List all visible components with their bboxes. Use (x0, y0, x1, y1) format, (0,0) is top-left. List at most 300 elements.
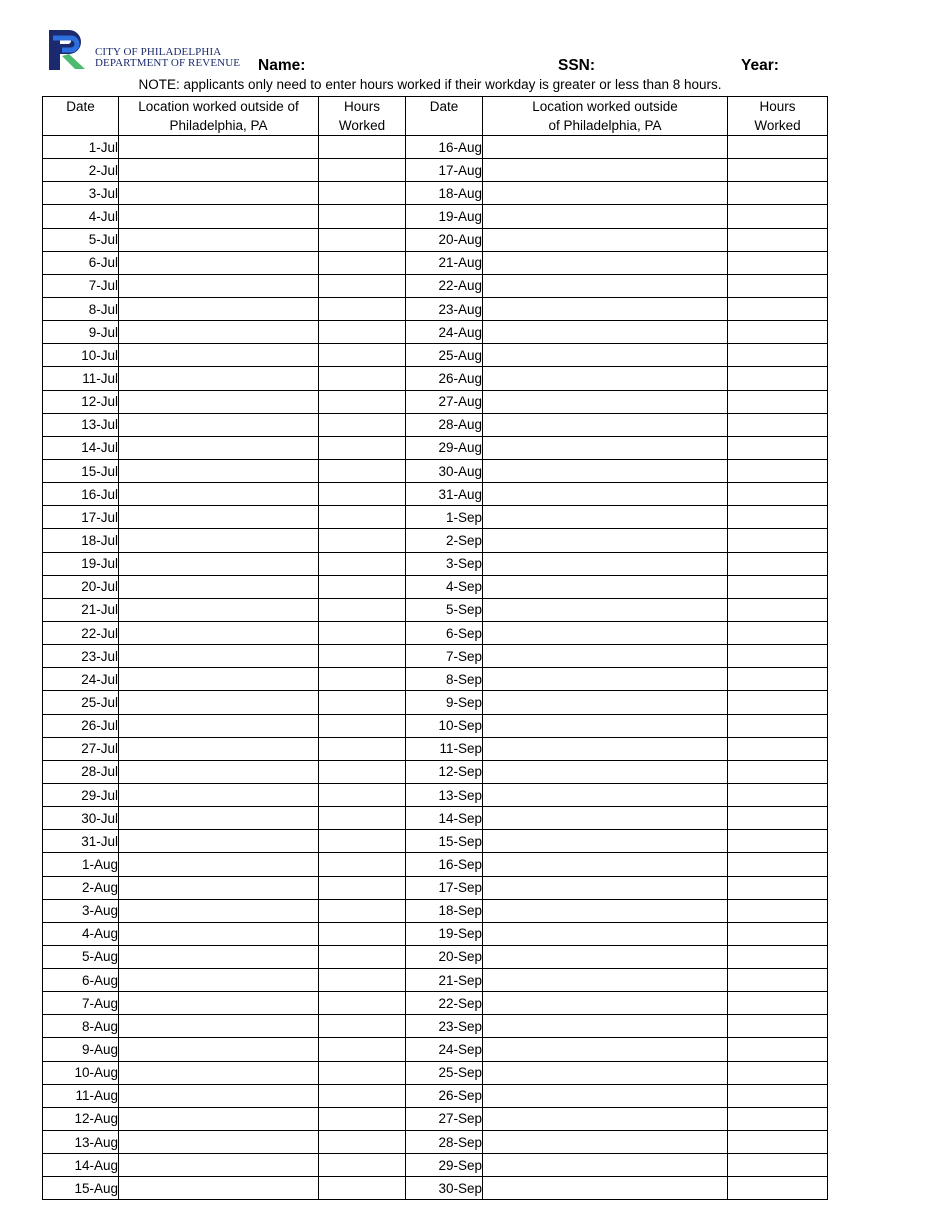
hours-cell-right[interactable] (728, 575, 828, 598)
hours-log-table (42, 96, 828, 1200)
hours-cell-right[interactable] (728, 344, 828, 367)
location-cell-right[interactable] (483, 922, 728, 945)
date-cell-left: 12-Jul (43, 390, 119, 413)
location-cell-right[interactable] (483, 436, 728, 459)
date-cell-left: 9-Jul (43, 321, 119, 344)
location-cell-left[interactable] (119, 506, 319, 529)
table-row (43, 575, 828, 598)
hours-cell-left[interactable] (319, 1038, 406, 1061)
location-cell-left[interactable] (119, 182, 319, 205)
date-cell-left: 13-Aug (43, 1131, 119, 1154)
location-cell-right[interactable] (483, 367, 728, 390)
location-cell-left[interactable] (119, 1131, 319, 1154)
location-cell-left[interactable] (119, 598, 319, 621)
hours-cell-right[interactable] (728, 182, 828, 205)
location-cell-right[interactable] (483, 228, 728, 251)
location-cell-right[interactable] (483, 1084, 728, 1107)
date-cell-right: 20-Sep (406, 945, 483, 968)
date-cell-right: 19-Sep (406, 922, 483, 945)
hours-cell-left[interactable] (319, 182, 406, 205)
hours-cell-right[interactable] (728, 760, 828, 783)
hours-cell-left[interactable] (319, 529, 406, 552)
date-cell-left: 26-Jul (43, 714, 119, 737)
table-row (43, 159, 828, 182)
location-cell-left[interactable] (119, 714, 319, 737)
hours-cell-right[interactable] (728, 1038, 828, 1061)
date-cell-left: 7-Jul (43, 274, 119, 297)
date-cell-left: 14-Aug (43, 1154, 119, 1177)
date-cell-right: 17-Sep (406, 876, 483, 899)
date-cell-left: 13-Jul (43, 413, 119, 436)
date-cell-right: 17-Aug (406, 159, 483, 182)
date-cell-left: 23-Jul (43, 645, 119, 668)
hours-cell-left[interactable] (319, 1015, 406, 1038)
location-cell-right[interactable] (483, 714, 728, 737)
location-cell-right[interactable] (483, 205, 728, 228)
hours-cell-left[interactable] (319, 853, 406, 876)
table-row (43, 830, 828, 853)
table-row (43, 1015, 828, 1038)
date-cell-left: 8-Jul (43, 297, 119, 320)
location-cell-left[interactable] (119, 783, 319, 806)
hours-cell-left[interactable] (319, 668, 406, 691)
hours-cell-left[interactable] (319, 136, 406, 159)
date-cell-left: 8-Aug (43, 1015, 119, 1038)
hours-cell-left[interactable] (319, 159, 406, 182)
hours-cell-right[interactable] (728, 645, 828, 668)
hours-cell-left[interactable] (319, 945, 406, 968)
location-cell-left[interactable] (119, 136, 319, 159)
date-cell-left: 10-Jul (43, 344, 119, 367)
hours-cell-right[interactable] (728, 367, 828, 390)
date-cell-left: 6-Jul (43, 251, 119, 274)
location-cell-left[interactable] (119, 853, 319, 876)
hours-cell-left[interactable] (319, 367, 406, 390)
location-cell-left[interactable] (119, 529, 319, 552)
table-row (43, 182, 828, 205)
date-cell-right: 31-Aug (406, 483, 483, 506)
date-cell-left: 10-Aug (43, 1061, 119, 1084)
table-row (43, 1131, 828, 1154)
table-row (43, 1038, 828, 1061)
location-cell-left[interactable] (119, 552, 319, 575)
table-row (43, 274, 828, 297)
location-cell-right[interactable] (483, 159, 728, 182)
department-logo (49, 30, 249, 72)
location-cell-left[interactable] (119, 205, 319, 228)
date-cell-left: 3-Aug (43, 899, 119, 922)
date-cell-left: 19-Jul (43, 552, 119, 575)
location-cell-left[interactable] (119, 1061, 319, 1084)
hours-cell-right[interactable] (728, 714, 828, 737)
location-cell-right[interactable] (483, 575, 728, 598)
location-cell-right[interactable] (483, 413, 728, 436)
location-cell-right[interactable] (483, 969, 728, 992)
hours-cell-right[interactable] (728, 159, 828, 182)
location-cell-right[interactable] (483, 274, 728, 297)
hours-cell-left[interactable] (319, 413, 406, 436)
hours-cell-right[interactable] (728, 459, 828, 482)
location-cell-left[interactable] (119, 251, 319, 274)
location-cell-left[interactable] (119, 575, 319, 598)
location-cell-right[interactable] (483, 1177, 728, 1200)
date-cell-right: 28-Sep (406, 1131, 483, 1154)
location-cell-left[interactable] (119, 830, 319, 853)
location-cell-right[interactable] (483, 552, 728, 575)
location-cell-left[interactable] (119, 945, 319, 968)
hours-cell-right[interactable] (728, 1131, 828, 1154)
table-body (43, 136, 828, 1200)
table-row (43, 367, 828, 390)
hours-cell-right[interactable] (728, 1154, 828, 1177)
name-label: Name: (258, 57, 306, 74)
location-cell-left[interactable] (119, 807, 319, 830)
table-row (43, 1107, 828, 1130)
location-cell-left[interactable] (119, 344, 319, 367)
table-row (43, 899, 828, 922)
hours-cell-right[interactable] (728, 552, 828, 575)
date-cell-right: 19-Aug (406, 205, 483, 228)
date-cell-left: 14-Jul (43, 436, 119, 459)
location-cell-right[interactable] (483, 760, 728, 783)
hours-cell-left[interactable] (319, 344, 406, 367)
location-cell-left[interactable] (119, 159, 319, 182)
table-row (43, 228, 828, 251)
hours-cell-right[interactable] (728, 899, 828, 922)
date-cell-left: 17-Jul (43, 506, 119, 529)
hours-cell-right[interactable] (728, 321, 828, 344)
location-cell-right[interactable] (483, 483, 728, 506)
location-cell-right[interactable] (483, 876, 728, 899)
location-cell-left[interactable] (119, 1015, 319, 1038)
column-header-date-left: Date (43, 97, 119, 136)
location-cell-left[interactable] (119, 390, 319, 413)
location-cell-left[interactable] (119, 413, 319, 436)
table-row (43, 969, 828, 992)
hours-cell-right[interactable] (728, 413, 828, 436)
location-cell-right[interactable] (483, 598, 728, 621)
hours-cell-left[interactable] (319, 436, 406, 459)
location-cell-right[interactable] (483, 1131, 728, 1154)
hours-cell-left[interactable] (319, 205, 406, 228)
location-cell-left[interactable] (119, 483, 319, 506)
location-cell-right[interactable] (483, 1015, 728, 1038)
hours-cell-left[interactable] (319, 297, 406, 320)
instructions-note: NOTE: applicants only need to enter hours worked if their workday is greater or less than 8 hours. (138, 77, 722, 92)
date-cell-right: 16-Aug (406, 136, 483, 159)
hours-cell-left[interactable] (319, 1177, 406, 1200)
table-row (43, 876, 828, 899)
location-cell-left[interactable] (119, 228, 319, 251)
location-cell-left[interactable] (119, 459, 319, 482)
location-cell-right[interactable] (483, 297, 728, 320)
location-cell-right[interactable] (483, 1154, 728, 1177)
year-label: Year: (741, 57, 779, 74)
location-cell-right[interactable] (483, 321, 728, 344)
date-cell-right: 24-Sep (406, 1038, 483, 1061)
hours-cell-right[interactable] (728, 807, 828, 830)
location-cell-left[interactable] (119, 1177, 319, 1200)
date-cell-right: 4-Sep (406, 575, 483, 598)
date-cell-left: 5-Aug (43, 945, 119, 968)
date-cell-right: 13-Sep (406, 783, 483, 806)
location-cell-right[interactable] (483, 621, 728, 644)
hours-cell-left[interactable] (319, 1107, 406, 1130)
hours-cell-right[interactable] (728, 297, 828, 320)
hours-cell-right[interactable] (728, 969, 828, 992)
location-cell-left[interactable] (119, 274, 319, 297)
hours-cell-left[interactable] (319, 1154, 406, 1177)
date-cell-right: 3-Sep (406, 552, 483, 575)
table-row (43, 1154, 828, 1177)
hours-cell-left[interactable] (319, 691, 406, 714)
date-cell-right: 29-Aug (406, 436, 483, 459)
hours-cell-left[interactable] (319, 876, 406, 899)
location-cell-right[interactable] (483, 1038, 728, 1061)
column-header-location-right: Location worked outside of Philadelphia, PA (483, 97, 728, 136)
table-row (43, 1177, 828, 1200)
date-cell-right: 2-Sep (406, 529, 483, 552)
location-cell-right[interactable] (483, 645, 728, 668)
hours-cell-right[interactable] (728, 598, 828, 621)
location-cell-right[interactable] (483, 830, 728, 853)
hours-cell-left[interactable] (319, 251, 406, 274)
location-cell-left[interactable] (119, 367, 319, 390)
table-header-row (43, 97, 828, 136)
hours-cell-right[interactable] (728, 668, 828, 691)
location-cell-right[interactable] (483, 783, 728, 806)
location-cell-left[interactable] (119, 992, 319, 1015)
date-cell-left: 16-Jul (43, 483, 119, 506)
location-cell-right[interactable] (483, 992, 728, 1015)
location-cell-left[interactable] (119, 436, 319, 459)
date-cell-right: 18-Aug (406, 182, 483, 205)
date-cell-left: 7-Aug (43, 992, 119, 1015)
table-row (43, 321, 828, 344)
location-cell-left[interactable] (119, 876, 319, 899)
hours-cell-left[interactable] (319, 783, 406, 806)
location-cell-right[interactable] (483, 529, 728, 552)
hours-cell-left[interactable] (319, 321, 406, 344)
location-cell-left[interactable] (119, 645, 319, 668)
date-cell-left: 21-Jul (43, 598, 119, 621)
date-cell-right: 7-Sep (406, 645, 483, 668)
date-cell-right: 8-Sep (406, 668, 483, 691)
hours-cell-right[interactable] (728, 274, 828, 297)
location-cell-right[interactable] (483, 807, 728, 830)
location-cell-left[interactable] (119, 297, 319, 320)
date-cell-right: 25-Sep (406, 1061, 483, 1084)
location-cell-right[interactable] (483, 459, 728, 482)
table-row (43, 436, 828, 459)
date-cell-right: 10-Sep (406, 714, 483, 737)
location-cell-left[interactable] (119, 691, 319, 714)
date-cell-left: 22-Jul (43, 621, 119, 644)
hours-cell-right[interactable] (728, 922, 828, 945)
hours-cell-left[interactable] (319, 922, 406, 945)
date-cell-right: 5-Sep (406, 598, 483, 621)
hours-cell-right[interactable] (728, 228, 828, 251)
table-row (43, 205, 828, 228)
location-cell-right[interactable] (483, 899, 728, 922)
location-cell-left[interactable] (119, 321, 319, 344)
hours-cell-right[interactable] (728, 1084, 828, 1107)
location-cell-right[interactable] (483, 1061, 728, 1084)
hours-cell-left[interactable] (319, 645, 406, 668)
table-row (43, 760, 828, 783)
hours-cell-right[interactable] (728, 1015, 828, 1038)
hours-cell-left[interactable] (319, 483, 406, 506)
table-row (43, 621, 828, 644)
date-cell-right: 22-Aug (406, 274, 483, 297)
location-cell-right[interactable] (483, 251, 728, 274)
logo-text (95, 47, 240, 69)
location-cell-left[interactable] (119, 899, 319, 922)
date-cell-left: 25-Jul (43, 691, 119, 714)
date-cell-right: 26-Aug (406, 367, 483, 390)
table-row (43, 483, 828, 506)
date-cell-right: 21-Aug (406, 251, 483, 274)
hours-cell-right[interactable] (728, 876, 828, 899)
location-cell-right[interactable] (483, 853, 728, 876)
hours-cell-right[interactable] (728, 1177, 828, 1200)
hours-cell-right[interactable] (728, 1061, 828, 1084)
date-cell-right: 18-Sep (406, 899, 483, 922)
location-cell-right[interactable] (483, 344, 728, 367)
table-row (43, 251, 828, 274)
date-cell-right: 11-Sep (406, 737, 483, 760)
location-cell-right[interactable] (483, 945, 728, 968)
hours-cell-left[interactable] (319, 899, 406, 922)
hours-cell-left[interactable] (319, 598, 406, 621)
hours-cell-left[interactable] (319, 552, 406, 575)
hours-cell-right[interactable] (728, 945, 828, 968)
column-header-hours-left: Hours Worked (319, 97, 406, 136)
hours-cell-right[interactable] (728, 483, 828, 506)
hours-cell-left[interactable] (319, 1131, 406, 1154)
location-cell-right[interactable] (483, 506, 728, 529)
logo-line-department: DEPARTMENT OF REVENUE (95, 57, 241, 69)
date-cell-left: 3-Jul (43, 182, 119, 205)
date-cell-left: 1-Aug (43, 853, 119, 876)
hours-cell-right[interactable] (728, 783, 828, 806)
location-cell-left[interactable] (119, 668, 319, 691)
hours-cell-left[interactable] (319, 1061, 406, 1084)
hours-cell-left[interactable] (319, 390, 406, 413)
hours-cell-right[interactable] (728, 390, 828, 413)
location-cell-left[interactable] (119, 1038, 319, 1061)
location-cell-right[interactable] (483, 668, 728, 691)
table-row (43, 390, 828, 413)
table-row (43, 598, 828, 621)
table-row (43, 529, 828, 552)
hours-cell-right[interactable] (728, 529, 828, 552)
hours-cell-right[interactable] (728, 691, 828, 714)
location-cell-left[interactable] (119, 969, 319, 992)
hours-cell-right[interactable] (728, 1107, 828, 1130)
location-cell-left[interactable] (119, 621, 319, 644)
date-cell-left: 24-Jul (43, 668, 119, 691)
table-row (43, 807, 828, 830)
hours-cell-right[interactable] (728, 205, 828, 228)
date-cell-left: 9-Aug (43, 1038, 119, 1061)
hours-cell-left[interactable] (319, 506, 406, 529)
date-cell-right: 23-Sep (406, 1015, 483, 1038)
table-row (43, 344, 828, 367)
location-cell-right[interactable] (483, 390, 728, 413)
hours-cell-left[interactable] (319, 228, 406, 251)
hours-cell-right[interactable] (728, 737, 828, 760)
table-row (43, 645, 828, 668)
location-cell-left[interactable] (119, 737, 319, 760)
location-cell-left[interactable] (119, 1154, 319, 1177)
date-cell-right: 15-Sep (406, 830, 483, 853)
hours-cell-left[interactable] (319, 575, 406, 598)
table-row (43, 297, 828, 320)
date-cell-left: 18-Jul (43, 529, 119, 552)
location-cell-right[interactable] (483, 136, 728, 159)
date-cell-left: 2-Jul (43, 159, 119, 182)
date-cell-right: 26-Sep (406, 1084, 483, 1107)
date-cell-right: 12-Sep (406, 760, 483, 783)
hours-cell-left[interactable] (319, 737, 406, 760)
location-cell-right[interactable] (483, 1107, 728, 1130)
location-cell-left[interactable] (119, 1084, 319, 1107)
column-header-date-right: Date (406, 97, 483, 136)
hours-cell-right[interactable] (728, 830, 828, 853)
hours-cell-left[interactable] (319, 969, 406, 992)
hours-cell-right[interactable] (728, 506, 828, 529)
location-cell-right[interactable] (483, 737, 728, 760)
location-cell-left[interactable] (119, 760, 319, 783)
table-row (43, 922, 828, 945)
date-cell-left: 11-Aug (43, 1084, 119, 1107)
hours-cell-right[interactable] (728, 621, 828, 644)
hours-cell-left[interactable] (319, 714, 406, 737)
hours-cell-left[interactable] (319, 1084, 406, 1107)
hours-cell-right[interactable] (728, 251, 828, 274)
location-cell-left[interactable] (119, 922, 319, 945)
hours-cell-left[interactable] (319, 830, 406, 853)
philadelphia-p-logo-icon (49, 30, 89, 70)
hours-cell-left[interactable] (319, 760, 406, 783)
date-cell-left: 27-Jul (43, 737, 119, 760)
location-cell-left[interactable] (119, 1107, 319, 1130)
hours-cell-left[interactable] (319, 274, 406, 297)
table-row (43, 459, 828, 482)
hours-cell-left[interactable] (319, 459, 406, 482)
hours-cell-left[interactable] (319, 992, 406, 1015)
logo-line-city: CITY OF PHILADELPHIA (95, 46, 222, 58)
hours-cell-left[interactable] (319, 807, 406, 830)
hours-cell-right[interactable] (728, 136, 828, 159)
hours-cell-right[interactable] (728, 436, 828, 459)
table-row (43, 853, 828, 876)
hours-cell-right[interactable] (728, 992, 828, 1015)
hours-cell-right[interactable] (728, 853, 828, 876)
date-cell-left: 20-Jul (43, 575, 119, 598)
location-cell-right[interactable] (483, 691, 728, 714)
table-row (43, 552, 828, 575)
date-cell-right: 24-Aug (406, 321, 483, 344)
hours-cell-left[interactable] (319, 621, 406, 644)
date-cell-right: 28-Aug (406, 413, 483, 436)
location-cell-right[interactable] (483, 182, 728, 205)
date-cell-left: 5-Jul (43, 228, 119, 251)
date-cell-left: 12-Aug (43, 1107, 119, 1130)
date-cell-left: 28-Jul (43, 760, 119, 783)
date-cell-right: 16-Sep (406, 853, 483, 876)
